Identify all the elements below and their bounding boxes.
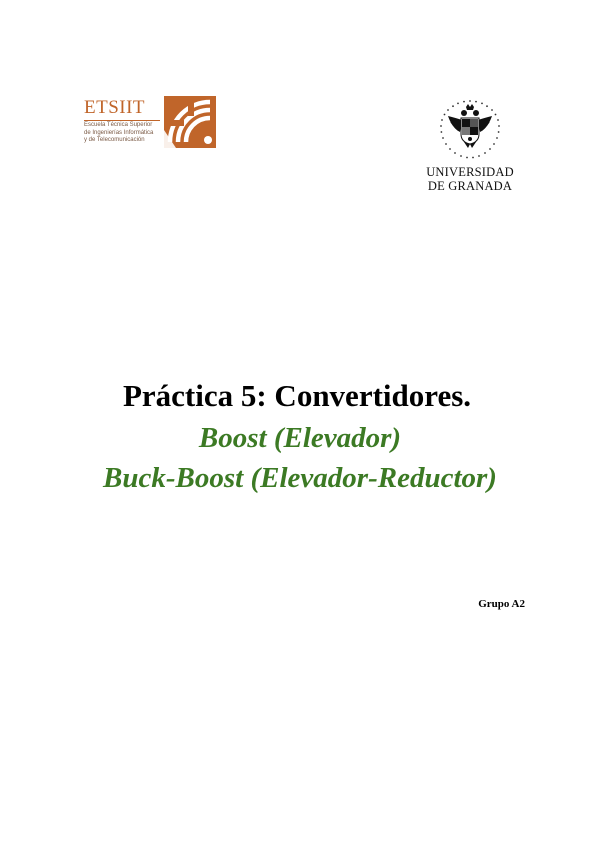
group-label: Grupo A2 xyxy=(478,598,525,610)
etsiit-subtitle-line: de Ingenierías Informática xyxy=(84,129,154,136)
etsiit-logo-rule xyxy=(84,120,160,121)
document-subtitle-buck-boost: Buck-Boost (Elevador-Reductor) xyxy=(103,462,497,494)
document-subtitle-boost: Boost (Elevador) xyxy=(198,422,402,454)
ugr-name-line2: DE GRANADA xyxy=(427,179,513,193)
etsiit-subtitle-line: Escuela Técnica Superior xyxy=(84,122,153,128)
etsiit-logo xyxy=(82,96,218,152)
ugr-logo xyxy=(418,98,522,196)
etsiit-subtitle-line: y de Telecomunicación xyxy=(84,137,145,144)
etsiit-emblem-icon xyxy=(164,96,216,148)
ugr-name-line1: UNIVERSIDAD xyxy=(426,165,514,179)
document-title: Práctica 5: Convertidores. xyxy=(122,378,472,413)
ugr-crest-icon xyxy=(438,98,502,164)
etsiit-logo-subtitle xyxy=(84,122,164,145)
etsiit-logo-name: ETSIIT xyxy=(84,97,146,118)
